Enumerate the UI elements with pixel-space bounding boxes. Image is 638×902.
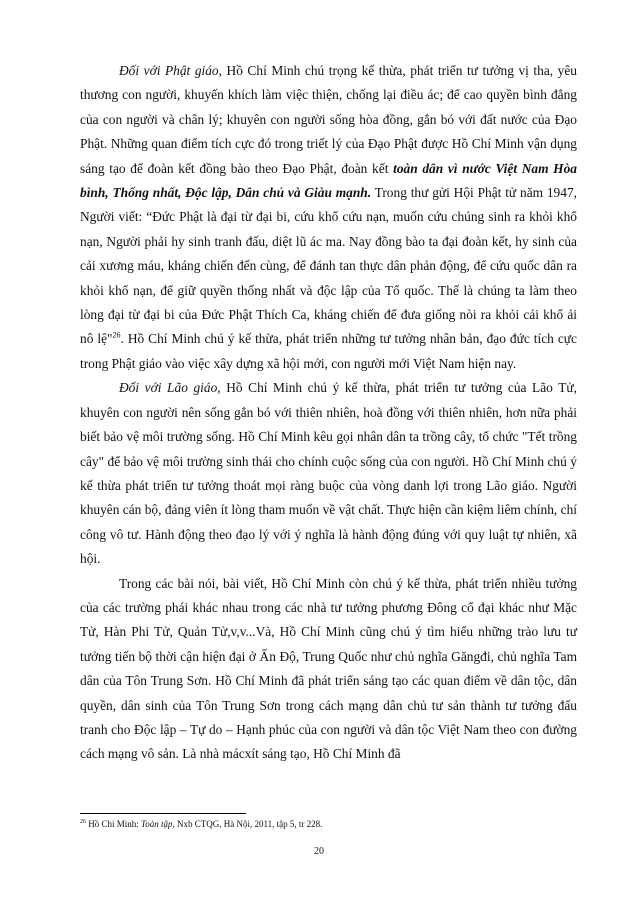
footnote-reference: 26 [112, 331, 121, 340]
footnote [80, 818, 577, 830]
paragraph-lead: Đối với Lão giáo, [119, 380, 221, 396]
paragraph-text: . Hồ Chí Minh chú ý kế thừa, phát triển những tư tưởng nhân bản, đạo đức tích cực trong Phật giáo vào việc xây dựng xã hội mới, con người mới Việt Nam hiện nay. [80, 331, 577, 371]
footnote-title: Toàn tập, [141, 819, 175, 829]
footnote-divider [80, 813, 246, 814]
paragraph-text: Hồ Chí Minh chú trọng kế thừa, phát triển tư tưởng vị tha, yêu thương con người, khuyến khích làm việc thiện, chống lại điều ác; để cao quyền bình đẳng của con người và chân lý; khuyên con người sống hòa đồng, gắn bó với đất nước của Đạo Phật. Những quan điểm tích cực đó trong triết lý của Đạo Phật được Hồ Chí Minh vận dụng sáng tạo để đoàn kết đồng bào theo Đạo Phật, đoàn kết [80, 63, 578, 176]
paragraph-taoism [80, 376, 577, 571]
body-text [80, 59, 577, 767]
page-number: 20 [314, 846, 324, 857]
paragraph-other-schools [80, 572, 577, 767]
paragraph-text: Trong các bài nói, bài viết, Hồ Chí Minh còn chú ý kế thừa, phát triển nhiều tưởng của các trường phái khác nhau trong các nhà tư tưởng phương Đông cổ đại khác như Mặc Tử, Hàn Phi Tử, Quản Tử,v,v...Và, Hồ Chí Minh cũng chú ý tìm hiểu những trào lưu tư tưởng tiến bộ thời cận hiện đại ở Ấn Độ, Trung Quốc như chủ nghĩa Găngđi, chủ nghĩa Tam dân của Tôn Trung Sơn. Hồ Chí Minh đã phát triển sáng tạo các quan điểm về dân tộc, dân quyền, dân sinh của Tôn Trung Sơn trong cách mạng dân chủ tư sản thành tư tưởng đấu tranh cho Độc lập – Tự do – Hạnh phúc của con người và dân tộc Việt Nam theo con đường cách mạng vô sản. Là nhà mácxít sáng tạo, Hồ Chí Minh đã [80, 575, 577, 762]
paragraph-text: Hồ Chí Minh chú ý kế thừa, phát triển tư tưởng của Lão Tử, khuyên con người nên sống gắn bó với thiên nhiên, hoà đồng với thiên nhiên, hơn nữa phải biết bảo vệ môi trường sống. Hồ Chí Minh kêu gọi nhân dân ta trồng cây, tổ chức "Tết trồng cây" để bảo vệ môi trường sinh thái cho chính cuộc sống của con người. Hồ Chí Minh chú ý kế thừa phát triển tư tưởng thoát mọi ràng buộc của vòng danh lợi trong Lão giáo. Người khuyên cán bộ, đảng viên ít lòng tham muốn về vật chất. Thực hiện cần kiệm liêm chính, chí công vô tư. Hành động theo đạo lý với ý nghĩa là hành động đúng với quy luật tự nhiên, xã hội. [80, 380, 577, 567]
footnote-details: Nxb CTQG, Hà Nội, 2011, tập 5, tr 228. [174, 819, 323, 829]
emphasized-phrase: toàn dân vì nước Việt Nam Hòa bình, Thống nhất, Độc lập, Dân chủ và Giàu mạnh. [80, 160, 577, 201]
paragraph-text: Trong thư gửi Hội Phật tử năm 1947, Người viết: “Đức Phật là đại từ đại bi, cứu khổ cứu nạn, muốn cứu chúng sinh ra khỏi khổ nạn, Người phải hy sinh tranh đấu, diệt lũ ác ma. Nay đồng bào ta đại đoàn kết, hy sinh của cải xương máu, kháng chiến đến cùng, để đánh tan thực dân phản động, để cứu quốc dân ra khỏi khổ nạn, để giữ quyền thống nhất và độc lập của Tổ quốc. Thế là chúng ta làm theo lòng đại từ đại bi của Đức Phật Thích Ca, kháng chiến để đưa giống nòi ra khỏi cái khổ ải nô lệ" [80, 185, 577, 347]
paragraph-lead: Đối với Phật giáo, [119, 63, 222, 78]
footnote-author: Hồ Chí Minh: [86, 819, 142, 829]
footnote-number: 26 [80, 819, 86, 825]
paragraph-buddhism [80, 59, 577, 376]
